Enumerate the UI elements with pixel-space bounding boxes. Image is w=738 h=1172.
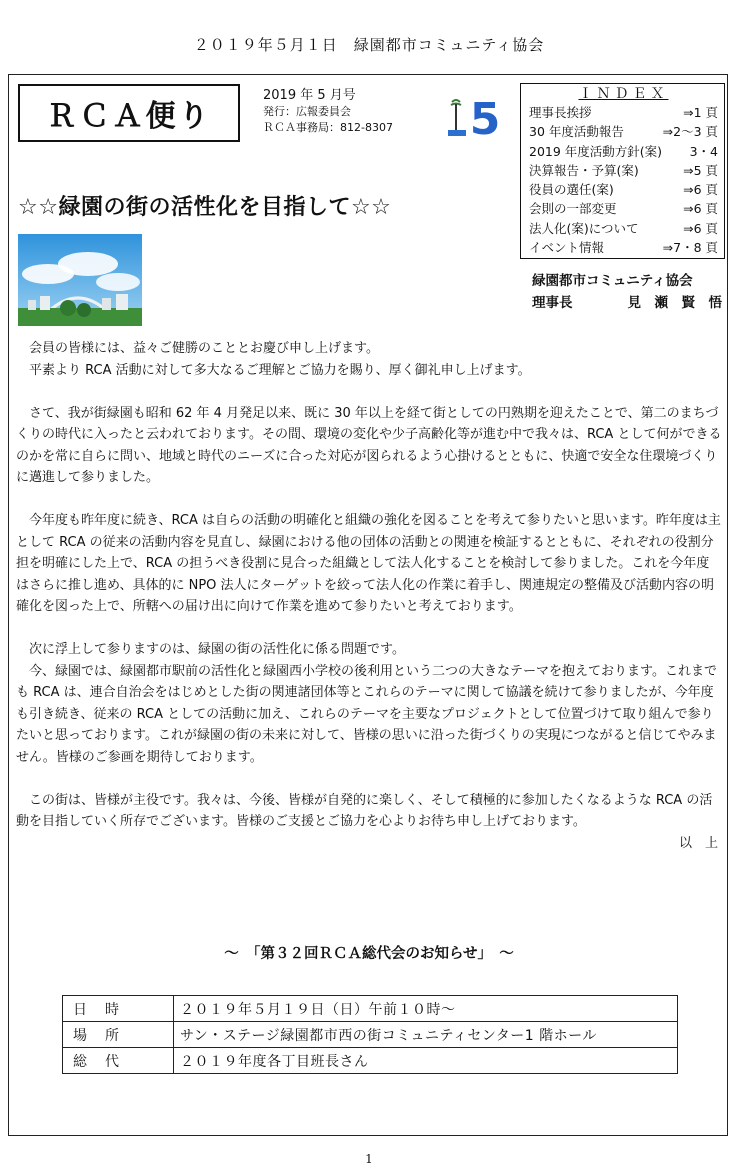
paragraph: 今年度も昨年度に続き、RCA は自らの活動の明確化と組織の強化を図ることを考えて参りたいと思います。昨年度は主として RCA の従来の活動内容を見直し、緑園における他の団体の活動との関連を検証するとともに、それぞれの役割分担を明確にした上で、RCA の担うべき役割に見合った組織として法人化することを検討して参りました。これを今年度はさらに推し進め、具体的に NPO 法人にターゲットを絞って法人化の作業に着手し、関連規定の整備及び活動内容の明確化を図った上で、所轄への届け出に向けて作業を進めて参りたいと考えております。 xyxy=(16,513,721,614)
sky-town-illustration xyxy=(18,234,142,326)
paragraph: 次に浮上して参りますのは、緑園の街の活性化に係る問題です。 xyxy=(29,642,405,657)
issue-info xyxy=(263,88,393,136)
greeting-body xyxy=(16,338,722,854)
row-value: ２０１９年５月１９日（日）午前１０時～ xyxy=(174,996,678,1022)
rca-logo: ＲＣＡ便り xyxy=(18,84,240,142)
paragraph: 平素より RCA 活動に対して多大なるご理解とご協力を賜り、厚く御礼申し上げます。 xyxy=(29,362,531,378)
signature-block xyxy=(532,270,722,314)
paragraph: 今、緑園では、緑園都市駅前の活性化と緑園西小学校の後利用という二つの大きなテーマを抱えております。これまでも RCA は、連合自治会をはじめとした街の関連諸団体等とこれらのテーマに関して協議を続けて参りましたが、今年度も引き続き、従来の RCA としての活動に加え、これらのテーマを主要なプロジェクトとして位置づけて取り組んで参りたいと思っております。これが緑園の街の未来に対して、皆様の思いに沿った街づくりの実現につながると信じてやみません。皆様のご参画を期待しております。 xyxy=(16,663,717,765)
row-value: ２０１９年度各丁目班長さん xyxy=(174,1048,678,1074)
main-heading: ☆☆緑園の街の活性化を目指して☆☆ xyxy=(18,195,392,220)
meeting-info-table xyxy=(62,995,678,1074)
signature-name: 見 瀬 賢 悟 xyxy=(627,295,722,311)
index-box xyxy=(520,83,725,259)
row-label: 日時 xyxy=(63,996,174,1022)
index-item: イベント情報 ⇒7・8 頁 xyxy=(529,240,718,256)
index-item: 決算報告・予算(案) ⇒5 頁 xyxy=(529,162,718,178)
badge-number: 5 xyxy=(469,96,501,140)
index-item: 役員の選任(案) ⇒6 頁 xyxy=(529,182,718,198)
paragraph: この街は、皆様が主役です。我々は、今後、皆様が自発的に楽しく、そして積極的に参加したくなるような RCA の活動を目指していく所存でございます。皆様のご支援とご協力を心よりお待ち申し上げております。 xyxy=(16,792,713,829)
paragraph: さて、我が街緑園も昭和 62 年 4 月発足以来、既に 30 年以上を経て街としての円熟期を迎えたことで、第二のまちづくりの時代に入ったと云われております。その間、環境の変化や少子高齢化等が進む中で我々は、RCA として何ができるのかを常に自らに問い、地域と時代のニーズに合った対応が図られるよう心掛けるとともに、快適で安全な住環境づくりに邁進して参りました。 xyxy=(16,405,722,485)
publisher-label: 発行：広報委員会 xyxy=(263,105,351,118)
table-row xyxy=(63,996,678,1022)
table-row xyxy=(63,1048,678,1074)
index-item: 理事長挨拶 ⇒1 頁 xyxy=(529,105,718,120)
signature-org: 緑園都市コミュニティ協会 xyxy=(532,273,693,289)
table-row xyxy=(63,1022,678,1048)
index-item: 30 年度活動報告 ⇒2～3 頁 xyxy=(529,124,718,140)
row-label: 総代 xyxy=(63,1048,174,1074)
row-label: 場所 xyxy=(63,1022,174,1048)
office-label: ＲＣＡ事務局：812-8307 xyxy=(263,121,393,134)
signature-chair xyxy=(532,292,722,314)
notice-title: ～ 「第３２回ＲＣＡ総代会のお知らせ」 ～ xyxy=(224,946,514,962)
index-item: 2019 年度活動方針(案) 3・4 xyxy=(529,143,718,159)
index-title: ＩＮＤＥＸ xyxy=(578,86,669,102)
index-item: 会則の一部変更 ⇒6 頁 xyxy=(529,201,718,217)
index-item: 法人化(案)について ⇒6 頁 xyxy=(529,220,718,236)
closing-mark: 以 上 xyxy=(678,835,718,851)
row-value: サン・ステージ緑園都市西の街コミュニティセンター1 階ホール xyxy=(174,1022,678,1048)
page-number: 1 xyxy=(365,1152,373,1166)
anniversary-badge-icon xyxy=(448,96,504,140)
header-date-org: ２０１９年５月１日 緑園都市コミュニティ協会 xyxy=(193,36,545,54)
signature-title: 理事長 xyxy=(532,295,573,311)
issue-label: 2019 年 5 月号 xyxy=(263,88,356,103)
paragraph: 会員の皆様には、益々ご健勝のこととお慶び申し上げます。 xyxy=(29,341,379,356)
